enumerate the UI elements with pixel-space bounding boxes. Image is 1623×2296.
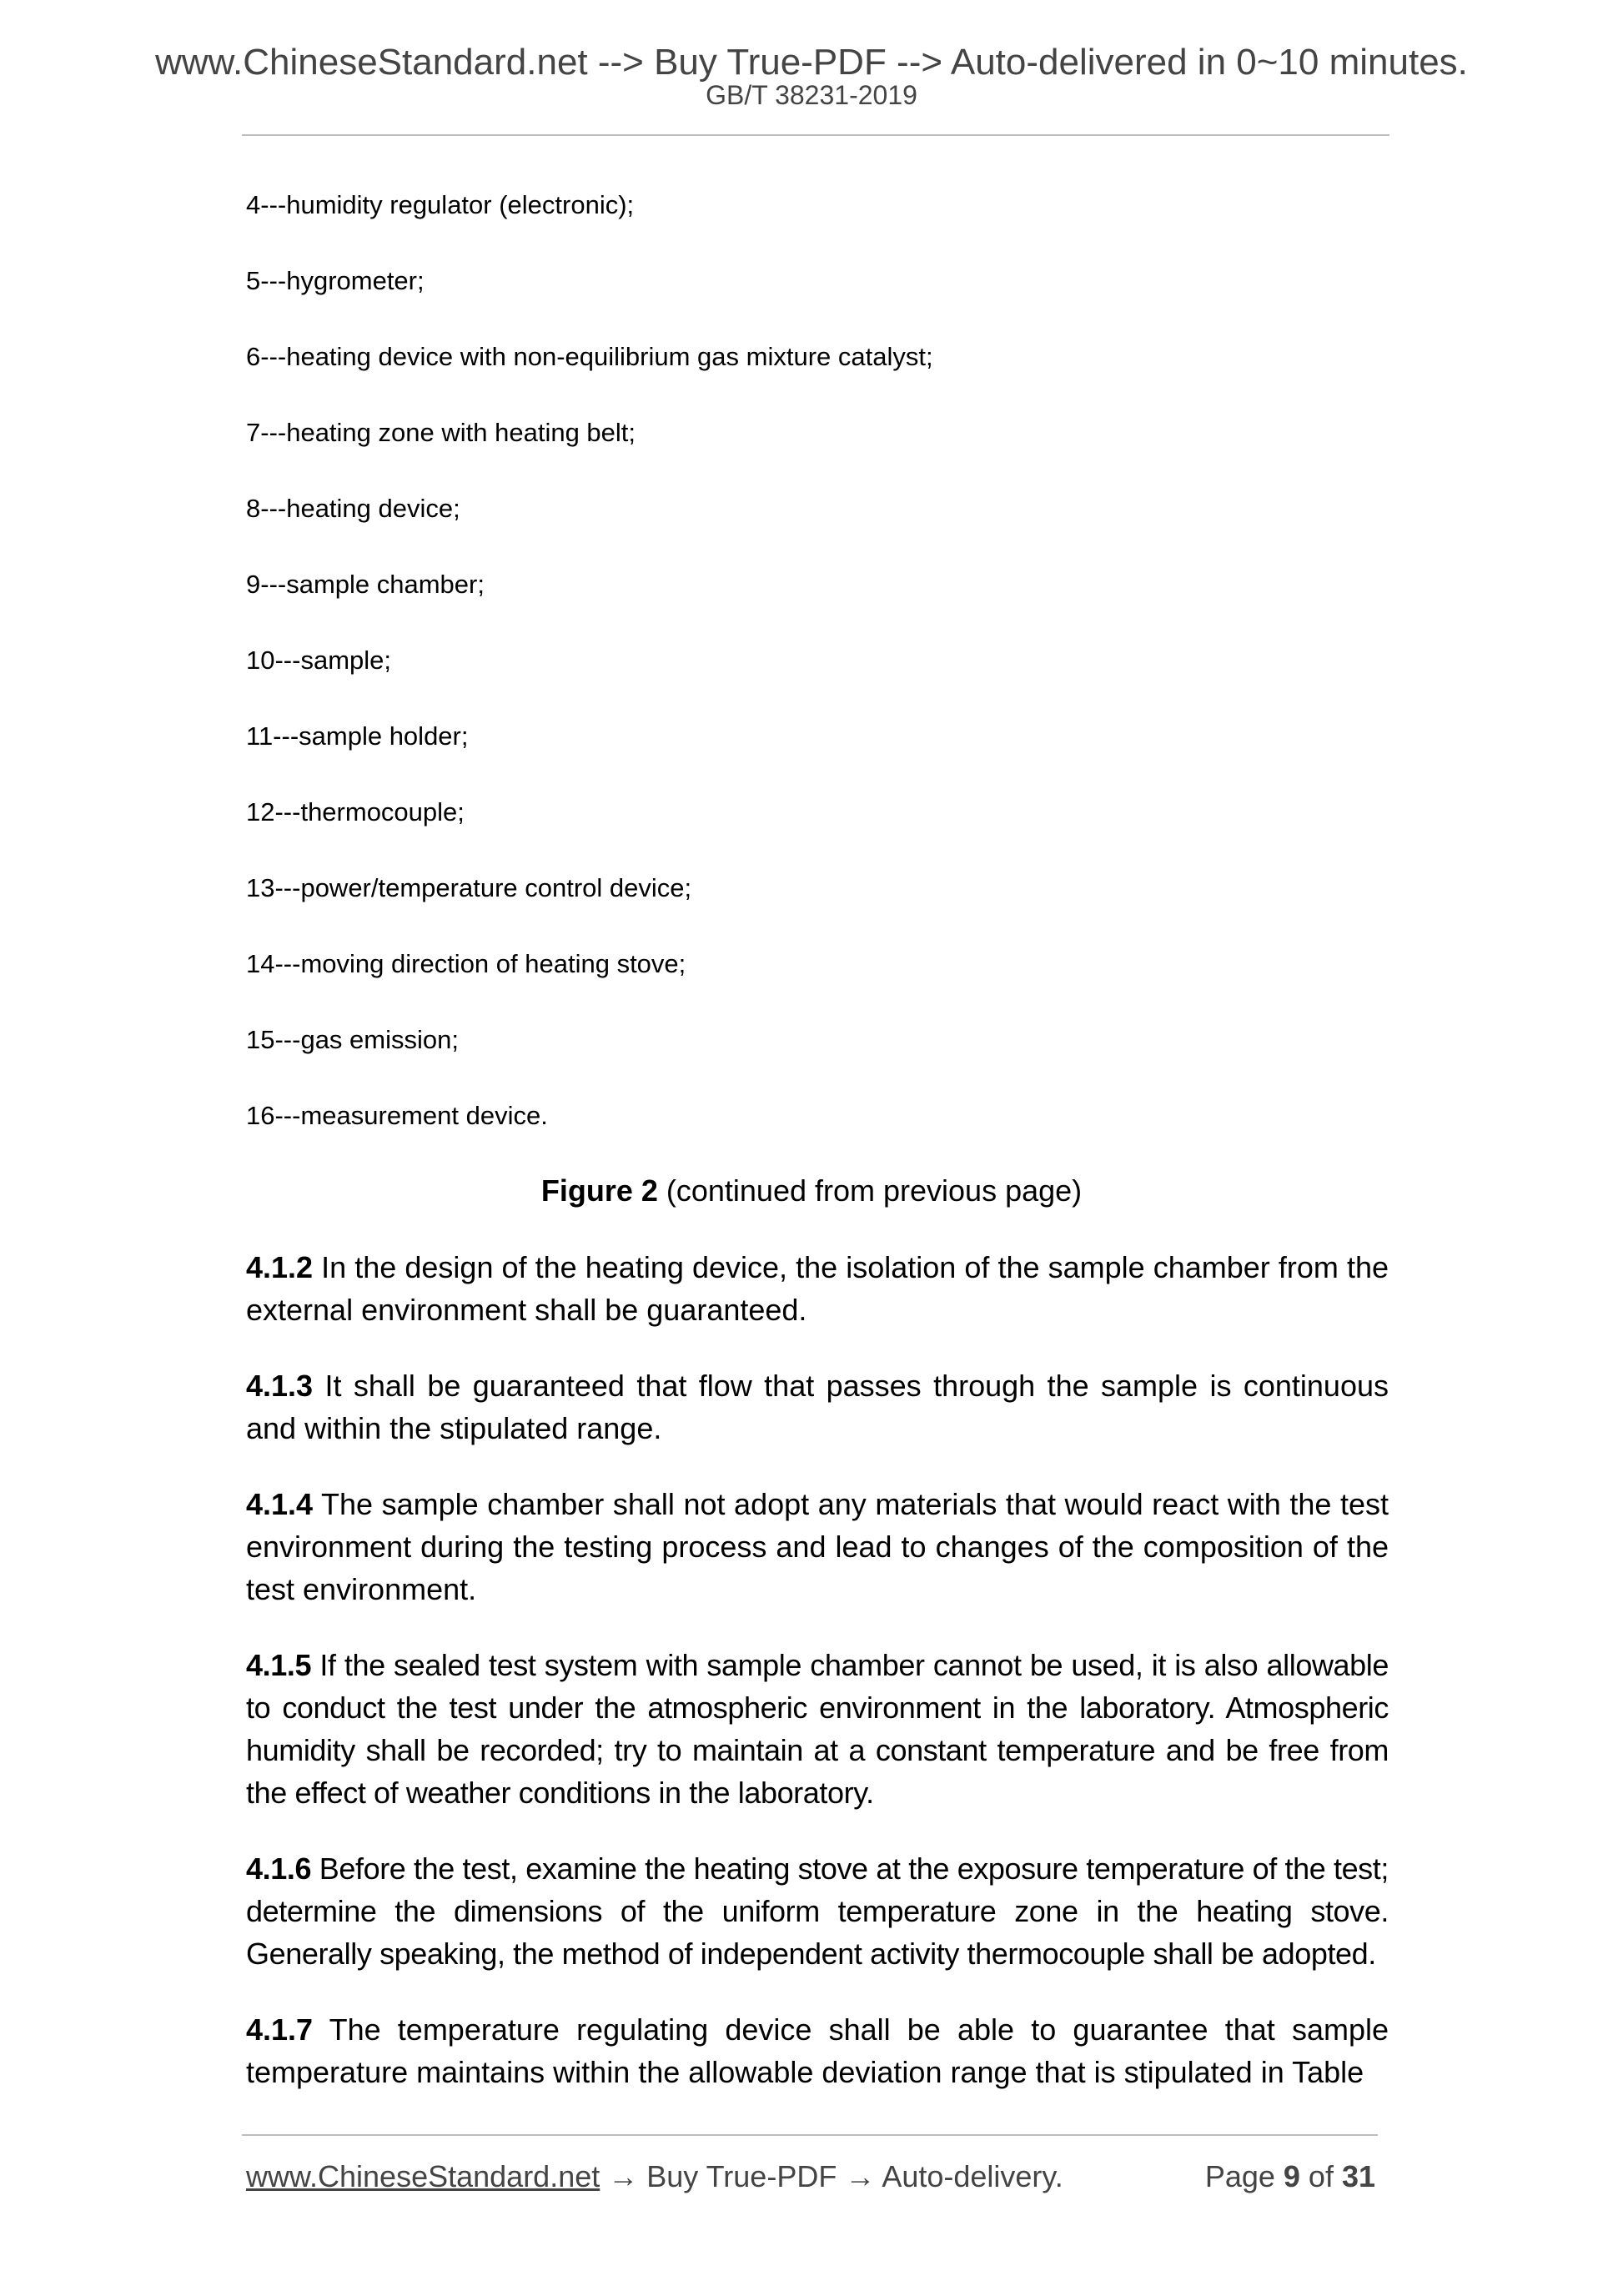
clause-number: 4.1.4 [246, 1487, 314, 1521]
page-number [1205, 2157, 1375, 2197]
legend-item: 12---thermocouple; [246, 797, 465, 826]
clause-number: 4.1.7 [246, 2012, 314, 2047]
clause-number: 4.1.6 [246, 1851, 312, 1886]
legend-item: 8---heating device; [246, 494, 460, 523]
page-current: 9 [1283, 2159, 1300, 2193]
legend-item: 13---power/temperature control device; [246, 873, 692, 902]
clause-paragraph [246, 1847, 1389, 1975]
legend-item: 15---gas emission; [246, 1025, 459, 1054]
legend-item: 11---sample holder; [246, 721, 469, 751]
page-word: Page [1204, 2159, 1284, 2193]
figure-caption-text: (continued from previous page) [657, 1173, 1083, 1208]
footer-promo [246, 2157, 1063, 2197]
legend-item: 16---measurement device. [246, 1101, 548, 1130]
clause-paragraph [246, 2008, 1389, 2093]
clause-text: Before the test, examine the heating stove at the exposure temperature of the test; determine the dimensions of the uniform temperature zone in the heating stove. Generally speaking, the method of independent activity thermocouple shall be adopted. [246, 1851, 1389, 1971]
page-of: of [1299, 2159, 1342, 2193]
top-banner: www.ChineseStandard.net --> Buy True-PDF --> Auto-delivered in 0~10 minutes. [155, 42, 1468, 83]
clause-paragraph [246, 1483, 1389, 1610]
legend-item: 9---sample chamber; [246, 570, 485, 599]
clause-text: It shall be guaranteed that flow that passes through the sample is continuous and within the stipulated range. [246, 1369, 1389, 1445]
figure-caption [0, 1171, 1623, 1211]
legend-item: 14---moving direction of heating stove; [246, 949, 686, 978]
footer-site-link[interactable]: www.ChineseStandard.net [246, 2159, 600, 2193]
legend-item: 7---heating zone with heating belt; [246, 418, 636, 447]
clause-paragraph [246, 1644, 1389, 1814]
legend-item: 6---heating device with non-equilibrium gas mixture catalyst; [246, 342, 933, 371]
clause-text: In the design of the heating device, the isolation of the sample chamber from the external environment shall be guaranteed. [246, 1250, 1389, 1327]
footer-divider [242, 2134, 1378, 2136]
page-total: 31 [1341, 2159, 1375, 2193]
figure-caption-label: Figure 2 [540, 1173, 658, 1208]
clause-paragraph [246, 1364, 1389, 1449]
clause-section [246, 1246, 1389, 2127]
clause-number: 4.1.3 [246, 1369, 314, 1403]
legend-item: 5---hygrometer; [246, 266, 425, 295]
legend-item: 4---humidity regulator (electronic); [246, 190, 635, 219]
legend-item: 10---sample; [246, 646, 391, 675]
clause-text: The sample chamber shall not adopt any materials that would react with the test environment during the testing process and lead to changes of the composition of the test environment. [246, 1487, 1389, 1606]
page-footer [246, 2157, 1375, 2197]
clause-text: If the sealed test system with sample chamber cannot be used, it is also allowable to conduct the test under the atmospheric environment in the laboratory. Atmospheric humidity shall be recorded; try to maintain at a constant temperature and be free from the effect of weather conditions in the laboratory. [246, 1648, 1389, 1810]
figure-legend-list [246, 185, 1397, 1172]
standard-code: GB/T 38231-2019 [706, 80, 917, 110]
footer-promo-text: → Buy True-PDF → Auto-delivery. [600, 2159, 1063, 2193]
clause-paragraph [246, 1246, 1389, 1331]
header-divider [242, 134, 1389, 136]
clause-number: 4.1.5 [246, 1648, 312, 1682]
clause-text: The temperature regulating device shall be able to guarantee that sample temperature maintains within the allowable deviation range that is stipulated in Table [246, 2012, 1389, 2089]
clause-number: 4.1.2 [246, 1250, 314, 1284]
